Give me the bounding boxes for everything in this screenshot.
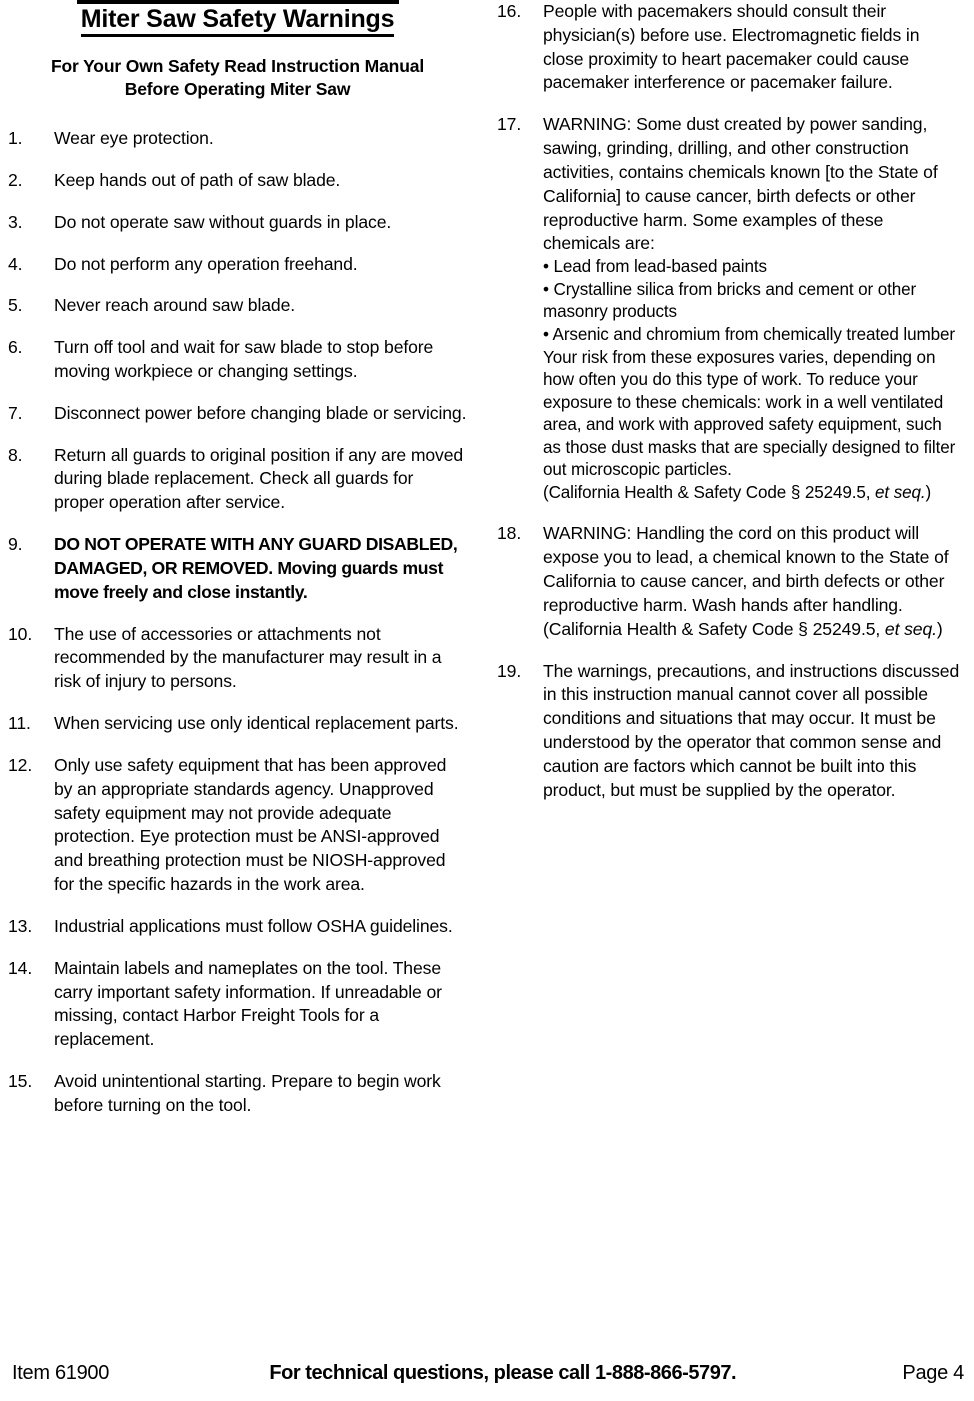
footer-technical-questions: For technical questions, please call 1-888-866-5797.: [269, 1362, 737, 1384]
list-item-number: 3.: [8, 211, 23, 232]
list-item-text: Maintain labels and nameplates on the tool. These carry important safety information. If unreadable or missing, contact Harbor Freight Tools for a replacement.: [54, 957, 442, 1050]
prop65-bullet-arsenic: • Arsenic and chromium from chemically treated lumber: [543, 324, 955, 344]
page-title: [8, 5, 467, 37]
list-item-text: When servicing use only identical replacement parts.: [54, 713, 459, 734]
right-column: [487, 0, 974, 803]
list-item-text: Wear eye protection.: [54, 128, 214, 149]
prop65-citation: [543, 482, 962, 505]
title-top-rule: [77, 0, 399, 4]
list-item: [8, 402, 467, 426]
list-item: [8, 127, 467, 151]
list-item: [8, 957, 467, 1052]
list-item-number: 12.: [8, 754, 33, 775]
list-item-number: 2.: [8, 169, 23, 190]
list-item-text: [543, 522, 962, 641]
list-item: [8, 754, 467, 897]
list-item-text: Never reach around saw blade.: [54, 295, 296, 316]
list-item-number: 5.: [8, 295, 23, 316]
list-item-number: 19.: [497, 660, 522, 681]
safety-warning-list-right: [497, 0, 962, 803]
list-item: [497, 660, 962, 803]
list-item-number: 6.: [8, 337, 23, 358]
list-item-text: Disconnect power before changing blade or servicing.: [54, 402, 467, 423]
list-item-text: The use of accessories or attachments not recommended by the manufacturer may result in a risk of injury to persons.: [54, 623, 442, 692]
list-item-text: Only use safety equipment that has been approved by an appropriate standards agency. Unapproved safety equipment may not provide adequate protection. Eye protection must be ANSI-approved and breathing protection must be NIOSH-approved for the specific hazards in the work area.: [54, 754, 447, 895]
list-item-text: Do not perform any operation freehand.: [54, 253, 358, 274]
list-item-prop65-dust: [497, 113, 962, 504]
footer-item-number: Item 61900: [12, 1362, 110, 1384]
list-item-number: 1.: [8, 128, 23, 149]
citation-et-seq: et seq.: [875, 482, 926, 502]
list-item-number: 11.: [8, 713, 31, 734]
list-item-number: 14.: [8, 957, 33, 978]
page-footer: [0, 1362, 974, 1385]
list-item: [8, 623, 467, 694]
citation-et-seq: et seq.: [884, 618, 937, 639]
list-item: [8, 169, 467, 193]
list-item-text: Turn off tool and wait for saw blade to stop before moving workpiece or changing settings.: [54, 337, 434, 381]
list-item-number: 17.: [497, 114, 522, 135]
list-item-number: 7.: [8, 402, 23, 423]
list-item-number: 13.: [8, 915, 33, 936]
prop65-bullet-silica: • Crystalline silica from bricks and cement or other masonry products: [543, 279, 917, 322]
list-item-text: Industrial applications must follow OSHA guidelines.: [54, 915, 453, 936]
list-item-text: Return all guards to original position if any are moved during blade replacement. Check all guards for proper operation after service.: [54, 444, 464, 513]
list-item: [8, 915, 467, 939]
list-item: [8, 712, 467, 736]
cord-warning-text: WARNING: Handling the cord on this product will expose you to lead, a chemical known to the State of California to cause cancer, and birth defects or other reproductive harm. Wash hands after handling. (California Health & Safety Code § 25249.5,: [543, 523, 949, 639]
left-column: [0, 0, 487, 1118]
list-item: [8, 444, 467, 515]
list-item-emphasized: [8, 533, 467, 604]
list-item: [8, 253, 467, 277]
prop65-bullet-lead: • Lead from lead-based paints: [543, 257, 767, 277]
page-title-text: Miter Saw Safety Warnings: [81, 5, 395, 37]
list-item-text: The warnings, precautions, and instructions discussed in this instruction manual cannot cover all possible conditions and situations that may occur. It must be understood by the operator that common sense and caution are factors which cannot be built into this product, but must be supplied by the operator.: [543, 660, 960, 800]
list-item-text: Keep hands out of path of saw blade.: [54, 169, 341, 190]
list-item: [8, 294, 467, 318]
page-subtitle: For Your Own Safety Read Instruction Manual Before Operating Miter Saw: [50, 55, 425, 99]
list-item-text: People with pacemakers should consult their physician(s) before use. Electromagnetic fields in close proximity to heart pacemaker could cause pacemaker interference or pacemaker failure.: [543, 1, 920, 93]
citation-suffix: ): [936, 618, 943, 639]
list-item-number: 16.: [497, 1, 522, 21]
list-item-prop65-cord: [497, 522, 962, 641]
list-item-text: Avoid unintentional starting. Prepare to begin work before turning on the tool.: [54, 1071, 441, 1115]
list-item-number: 10.: [8, 623, 33, 644]
citation-suffix: ): [925, 482, 932, 502]
list-item-number: 9.: [8, 534, 23, 555]
list-item: [8, 211, 467, 235]
list-item-text: Do not operate saw without guards in place.: [54, 211, 392, 232]
list-item: [497, 0, 962, 95]
list-item-number: 4.: [8, 253, 23, 274]
list-item-text: DO NOT OPERATE WITH ANY GUARD DISABLED, DAMAGED, OR REMOVED. Moving guards must move freely and close instantly.: [54, 534, 458, 602]
footer-page-number: Page 4: [902, 1362, 964, 1384]
list-item: [8, 336, 467, 384]
list-item-number: 18.: [497, 523, 522, 544]
citation-prefix: (California Health & Safety Code § 25249.5,: [543, 482, 876, 502]
list-item: [8, 1070, 467, 1118]
prop65-intro: WARNING: Some dust created by power sanding, sawing, grinding, drilling, and other construction activities, contains chemicals known [to the State of California] to cause cancer, birth defects or other reproductive harm. Some examples of these chemicals are:: [543, 114, 938, 254]
safety-warning-list-left: [8, 127, 467, 1118]
list-item-number: 15.: [8, 1071, 33, 1092]
list-item-number: 8.: [8, 444, 23, 465]
prop65-risk-paragraph: Your risk from these exposures varies, depending on how often you do this type of work. To reduce your exposure to these chemicals: work in a well ventilated area, and work with approved safety equipment, such as those dust masks that are specially designed to filter out microscopic particles.: [543, 347, 956, 480]
list-item-text: [543, 113, 962, 504]
